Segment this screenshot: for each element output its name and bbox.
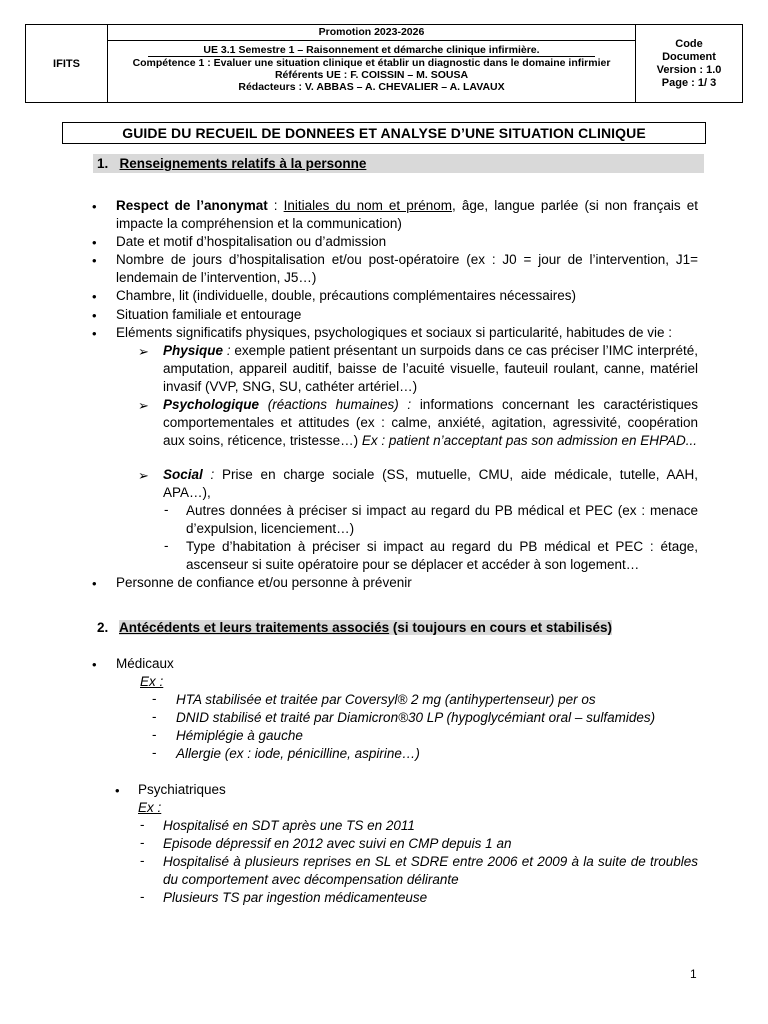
bullet-symbol: • (92, 253, 97, 268)
psychiatriques-label: Psychiatriques (138, 782, 226, 797)
page-label: Page : 1/ 3 (661, 76, 717, 89)
bullet-symbol: • (92, 657, 97, 672)
dash-bullet: - (164, 502, 169, 517)
social-sub1: Autres données à préciser si impact au regard du PB médical et PEC (ex : menace d’expulsion, licenciement…) (186, 503, 698, 536)
psychiatriques-ex: Ex : (138, 800, 162, 815)
section2-title: Antécédents et leurs traitements associés (119, 620, 390, 635)
bullet-symbol: • (92, 199, 97, 214)
bullet-symbol: • (92, 326, 97, 341)
dash-bullet: - (152, 745, 157, 760)
psychiatriques-item: Hospitalisé à plusieurs reprises en SL et SDRE entre 2006 et 2009 à la suite de troubles du comportement avec décompensation délirante (163, 854, 698, 887)
dash-bullet: - (152, 727, 157, 742)
medicaux-item: HTA stabilisée et traitée par Coversyl® 2 mg (antihypertenseur) per os (176, 692, 596, 707)
social-item (163, 466, 698, 502)
list-item-situation: Situation familiale et entourage (116, 307, 302, 322)
section2-number: 2. (97, 620, 109, 635)
list-item-chambre: Chambre, lit (individuelle, double, précautions complémentaires nécessaires) (116, 288, 576, 303)
bullet-symbol: • (92, 235, 97, 250)
list-item-date: Date et motif d’hospitalisation ou d’admission (116, 234, 387, 249)
document-title: GUIDE DU RECUEIL DE DONNEES ET ANALYSE D’UNE SITUATION CLINIQUE (62, 122, 706, 144)
physique-text: exemple patient présentant un surpoids dans ce cas préciser l’IMC interprété, amputation, appareil auditif, baisse de l’acuité visuelle, fauteuil roulant, canne, matériel invasif (VVP, SNG, SU, cathéter artériel…) (163, 343, 698, 394)
section2-suffix: (si toujours en cours et stabilisés) (389, 620, 612, 635)
section2-heading (93, 618, 612, 637)
list-item-anonymat (116, 197, 698, 233)
anonymat-rest: , âge, langue parlée (si non français et impacte la compréhension et la communication) (116, 198, 698, 231)
list-item-confiance: Personne de confiance et/ou personne à prévenir (116, 575, 412, 590)
arrow-bullet-icon: ➢ (138, 344, 149, 359)
list-item-elements: Eléments significatifs physiques, psychologiques et sociaux si particularité, habitudes de vie : (116, 325, 673, 340)
dash-bullet: - (140, 889, 145, 904)
physique-label: Physique (163, 343, 224, 358)
section1-number: 1. (97, 156, 109, 171)
physique-colon: : (223, 343, 235, 358)
psychiatriques-item: Hospitalisé en SDT après une TS en 2011 (163, 818, 415, 833)
header-details (108, 41, 635, 93)
anonymat-sep: : (267, 198, 284, 213)
social-colon: : (202, 467, 223, 482)
section1-heading (93, 154, 704, 173)
document-info (636, 25, 742, 102)
redacteurs-line: Rédacteurs : V. ABBAS – A. CHEVALIER – A. LAVAUX (238, 81, 505, 93)
org-name: IFITS (26, 25, 108, 102)
psychologique-example: Ex : patient n’acceptant pas son admission en EHPAD... (358, 433, 698, 448)
document-label: Document (662, 50, 716, 63)
medicaux-item: Hémiplégie à gauche (176, 728, 303, 743)
page-number: 1 (690, 967, 697, 981)
list-item-jours: Nombre de jours d’hospitalisation et/ou post-opératoire (ex : J0 = jour de l’intervention, J1= lendemain de l’intervention, J5…) (116, 252, 698, 285)
dash-bullet: - (152, 691, 157, 706)
code-label: Code (675, 37, 703, 50)
arrow-bullet-icon: ➢ (138, 398, 149, 413)
psychologique-text: informations concernant les caractéristiques comportementales et attitudes (ex : calme, anxiété, agitation, agressivité, coopération aux soins, réticence, tristesse…) (163, 397, 698, 448)
psychiatriques-item: Episode dépressif en 2012 avec suivi en CMP depuis 1 an (163, 836, 512, 851)
psychologique-label: Psychologique (163, 397, 260, 412)
psychologique-paren: (réactions humaines) : (259, 397, 420, 412)
referents-line: Référents UE : F. COISSIN – M. SOUSA (274, 69, 469, 81)
promotion: Promotion 2023-2026 (108, 25, 635, 41)
anonymat-initials: Initiales du nom et prénom (283, 198, 453, 213)
medicaux-item: Allergie (ex : iode, pénicilline, aspirine…) (176, 746, 420, 761)
physique-item (163, 342, 698, 396)
psychiatriques-item: Plusieurs TS par ingestion médicamenteuse (163, 890, 428, 905)
bullet-symbol: • (92, 289, 97, 304)
dash-bullet: - (140, 817, 145, 832)
arrow-bullet-icon: ➢ (138, 468, 149, 483)
medicaux-label: Médicaux (116, 656, 174, 671)
bullet-symbol: • (92, 308, 97, 323)
dash-bullet: - (152, 709, 157, 724)
bullet-symbol: • (92, 576, 97, 591)
bullet-symbol: • (115, 783, 120, 798)
anonymat-label: Respect de l’anonymat (116, 198, 268, 213)
dash-bullet: - (140, 835, 145, 850)
competence-line: Compétence 1 : Evaluer une situation clinique et établir un diagnostic dans le domaine infirmier (132, 57, 611, 69)
section1-title: Renseignements relatifs à la personne (119, 156, 367, 171)
medicaux-ex: Ex : (140, 674, 164, 689)
psychologique-item (163, 396, 698, 450)
social-label: Social (163, 467, 203, 482)
social-text: Prise en charge sociale (SS, mutuelle, CMU, aide médicale, tutelle, AAH, APA…), (163, 467, 698, 500)
social-sub2: Type d’habitation à préciser si impact au regard du PB médical et PEC : étage, ascenseur si suite opératoire pour se déplacer et accéder à son logement… (186, 539, 698, 572)
ue-line: UE 3.1 Semestre 1 – Raisonnement et démarche clinique infirmière. (203, 44, 540, 56)
header-center (108, 25, 636, 102)
header-table (25, 24, 743, 103)
dash-bullet: - (140, 853, 145, 868)
version-label: Version : 1.0 (656, 63, 722, 76)
dash-bullet: - (164, 538, 169, 553)
medicaux-item: DNID stabilisé et traité par Diamicron®30 LP (hypoglycémiant oral – sulfamides) (176, 710, 656, 725)
